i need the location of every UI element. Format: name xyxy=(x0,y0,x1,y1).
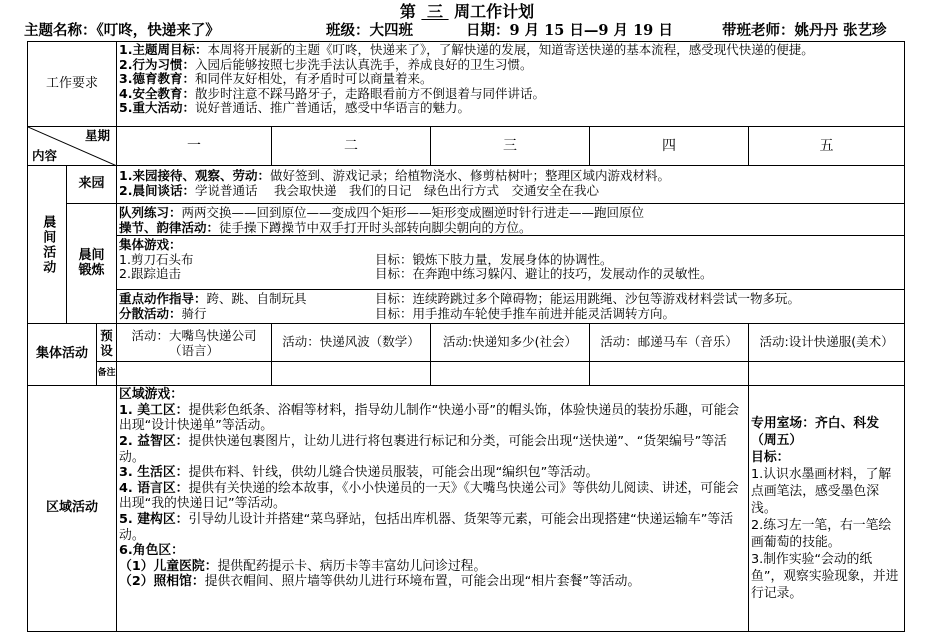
work-requirements-row xyxy=(28,42,905,127)
class-name: 班级：大四班 xyxy=(326,22,413,39)
group-activity-wed: 活动:快递知多少(社会） xyxy=(431,324,590,362)
note-label: 备注 xyxy=(97,362,117,386)
morning-exercise-label: 晨间锻炼 xyxy=(67,204,117,324)
weekday-corner-label: 星期 xyxy=(85,128,111,143)
weekday-header-row xyxy=(28,127,905,166)
group-games-content: 集体游戏： 1.剪刀石头布 目标：锻炼下肢力量，发展身体的协调性。 2.跟踪追击 目标：在奔跑中练习躲闪、避让的技巧，发展动作的灵敏性。 xyxy=(117,236,905,290)
page-title: 第 三 周工作计划 xyxy=(399,2,535,21)
work-requirements-label: 工作要求 xyxy=(28,42,117,127)
note-tue xyxy=(272,362,431,386)
requirement-item: 3.德育教育：和同伴友好相处，有矛盾时可以商量着来。 xyxy=(119,71,433,87)
preset-label: 预设 xyxy=(97,324,117,362)
weekly-plan-table xyxy=(27,41,905,632)
date-range: 日期：9 月 15 日—9 月 19 日 xyxy=(466,22,673,39)
focus-row xyxy=(28,290,905,324)
day-header-thu: 四 xyxy=(590,127,749,166)
note-fri xyxy=(749,362,905,386)
group-games-row xyxy=(28,236,905,290)
role-item: （2）照相馆：提供衣帽间、照片墙等供幼儿进行环境布置，可能会出现“相片套餐”等活动。 xyxy=(119,574,641,590)
formation-row xyxy=(28,204,905,236)
area-item: 4. 语言区：提供有关快递的绘本故事，《小小快递员的一天》《大嘴鸟快递公司》等供幼儿阅读、讲述，可能会出现“我的快递日记”等活动。 xyxy=(119,480,739,512)
day-header-fri: 五 xyxy=(749,127,905,166)
arrival-row xyxy=(28,166,905,204)
content-corner-label: 内容 xyxy=(32,148,58,164)
note-thu xyxy=(590,362,749,386)
requirement-item: 5.重大活动：说好普通话、推广普通话，感受中华语言的魅力。 xyxy=(119,100,470,116)
arrival-label: 来园 xyxy=(67,166,117,204)
role-item: （1）儿童医院：提供配药提示卡、病历卡等丰富幼儿问诊过程。 xyxy=(119,558,487,574)
work-requirements-content xyxy=(117,42,905,127)
requirement-item: 2.行为习惯：入园后能够按照七步洗手法认真洗手，养成良好的卫生习惯。 xyxy=(119,56,533,72)
group-activity-thu: 活动：邮递马车（音乐） xyxy=(590,324,749,362)
day-header-tue: 二 xyxy=(272,127,431,166)
day-header-mon: 一 xyxy=(117,127,272,166)
group-activity-note-row xyxy=(28,362,905,386)
special-room-content: 专用室场：齐白、科发（周五） 目标： 1.认识水墨画材料，了解点画笔法，感受墨色深浅。 2.练习左一笔，右一笔绘画葡萄的技能。 3.制作实验“会动的纸鱼”，观察实验现象，并进行记录。 xyxy=(749,386,905,632)
requirement-item: 4.安全教育：散步时注意不踩马路牙子，走路眼看前方不倒退着与同伴讲话。 xyxy=(119,85,545,101)
area-item: 1. 美工区：提供彩色纸条、浴帽等材料，指导幼儿制作“快递小哥”的帽头饰，体验快递员的装扮乐趣，可能会出现“设计快递单”等活动。 xyxy=(119,402,740,434)
teachers: 带班老师：姚丹丹 张艺珍 xyxy=(722,22,887,39)
group-activity-label: 集体活动 xyxy=(28,324,97,386)
theme-name: 主题名称：《叮咚，快递来了》 xyxy=(24,22,220,39)
area-item: 3. 生活区：提供布料、针线，供幼儿缝合快递员服装，可能会出现“编织包”等活动。 xyxy=(119,465,599,481)
area-item: 5. 建构区：引导幼儿设计并搭建“菜鸟驿站，包括出库机器、货架等元素，可能会出现搭建“快递运输车”等活动。 xyxy=(119,511,733,543)
area-item: 2. 益智区：提供快递包裹图片，让幼儿进行将包裹进行标记和分类，可能会出现“送快递”、“货架编号”等活动。 xyxy=(119,433,727,465)
group-activity-fri: 活动:设计快递服(美术） xyxy=(749,324,905,362)
area-activity-row xyxy=(28,386,905,632)
area-activity-label: 区域活动 xyxy=(28,386,117,632)
group-activity-row xyxy=(28,324,905,362)
group-activity-tue: 活动：快递风波（数学） xyxy=(272,324,431,362)
note-wed xyxy=(431,362,590,386)
arrival-content: 1.来园接待、观察、劳动：做好签到、游戏记录；给植物浇水、修剪枯树叶；整理区域内游戏材料。 2.晨间谈话：学说普通话 我会取快递 我们的日记 绿色出行方式 交通安全在我心 xyxy=(117,166,905,204)
formation-content: 队列练习：两两交换——回到原位——变成四个矩形——矩形变成圈逆时针行进走——跑回原位 操节、韵律活动：徒手操下蹲操节中双手打开时头部转向脚尖朝向的方位。 xyxy=(117,204,905,236)
focus-content: 重点动作指导：跨、跳、自制玩具 目标：连续跨跳过多个障碍物；能运用跳绳、沙包等游戏材料尝试一物多玩。 分散活动：骑行 目标：用手推动车轮使手推车前进并能灵活调转方向。 xyxy=(117,290,905,324)
morning-activity-label: 晨间活动 xyxy=(28,166,67,324)
requirement-item: 1.主题周目标：本周将开展新的主题《叮咚，快递来了》，了解快递的发展，知道寄送快递的基本流程，感受现代快递的便捷。 xyxy=(119,42,814,57)
day-header-wed: 三 xyxy=(431,127,590,166)
note-mon xyxy=(117,362,272,386)
area-games-content: 区域游戏： 1. 美工区：提供彩色纸条、浴帽等材料，指导幼儿制作“快递小哥”的帽头饰，体验快递员的装扮乐趣，可能会出现“设计快递单”等活动。 2. 益智区：提供快递包裹图片，让幼儿进行将包裹进行标记和分类，可能会出现“送快递”、“货架编号”等活动。 3. 生活区：提供布料、针线，供幼儿缝合快递员服装，可能会出现“编织包”等活动。 4. 语言区：提供有关快递的绘本故事，《小小快递员的一天》《大嘴鸟快递公司》等供幼儿阅读、讲述，可能会出现“我的快递日记”等活动。 5. 建构区：引导幼儿设计并搭建“菜鸟驿站，包括出库机器、货架等元素，可能会出现搭建“快递运输车”等活动。 6.角色区： （1）儿童医院：提供配药提示卡、病历卡等丰富幼儿问诊过程。 （2）照相馆：提供衣帽间、照片墙等供幼儿进行环境布置，可能会出现“相片套餐”等活动。 xyxy=(117,386,749,632)
group-activity-mon: 活动：大嘴鸟快递公司 （语言） xyxy=(117,324,272,362)
diagonal-header-cell xyxy=(28,127,117,166)
